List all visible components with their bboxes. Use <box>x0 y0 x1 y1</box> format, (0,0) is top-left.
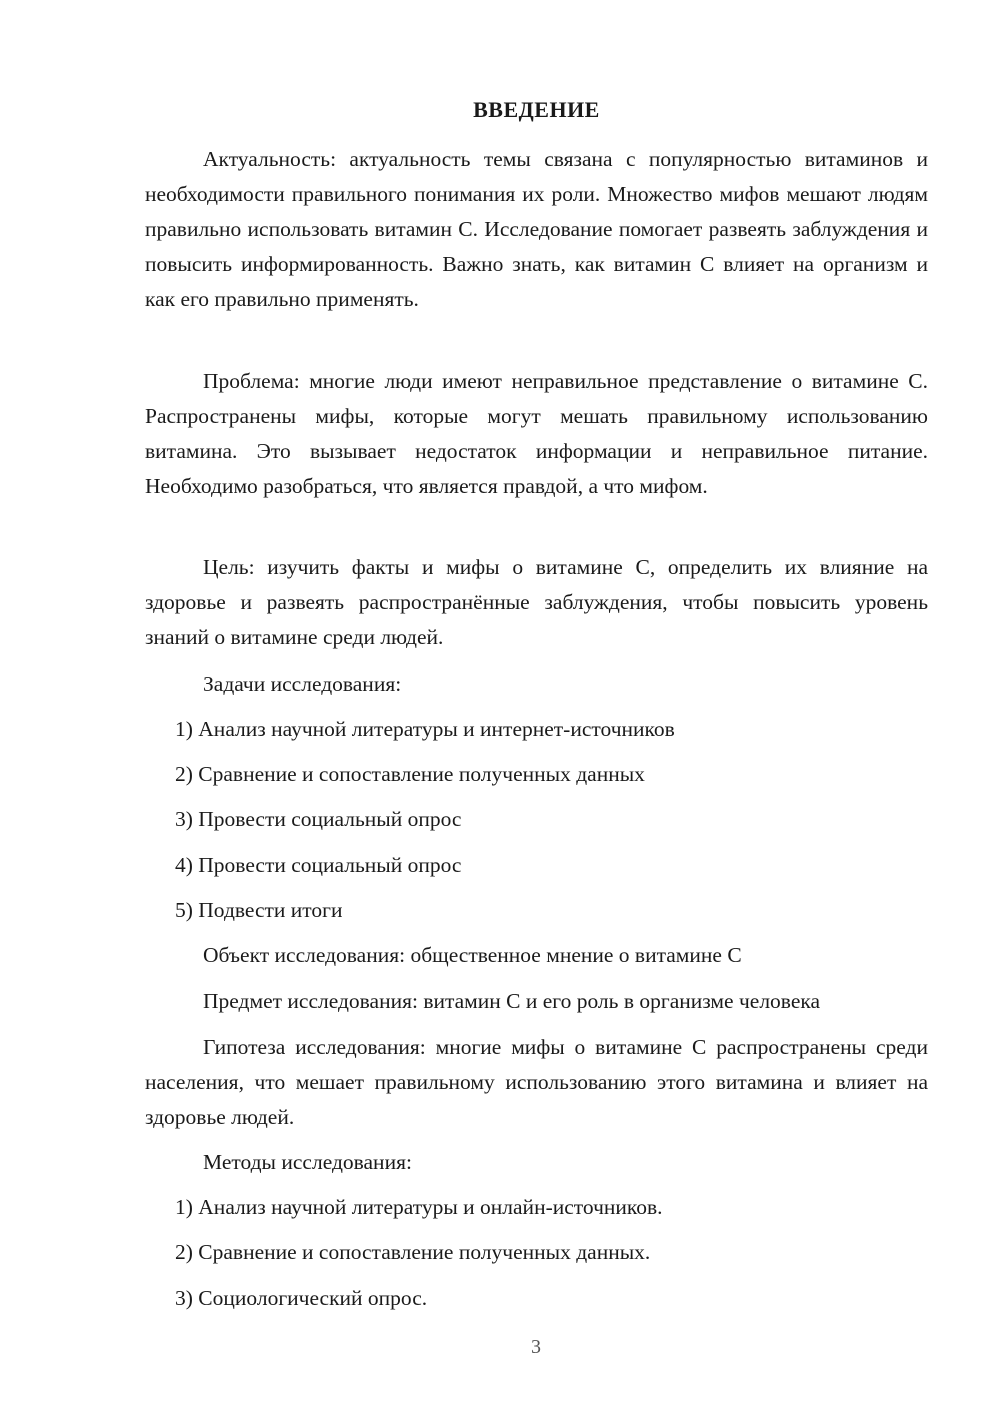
research-object: Объект исследования: общественное мнение о витамине С <box>203 943 742 967</box>
task-item: 2) Сравнение и сопоставление полученных данных <box>175 762 645 786</box>
method-item: 3) Социологический опрос. <box>175 1286 428 1310</box>
tasks-title: Задачи исследования: <box>203 672 402 696</box>
method-item: 1) Анализ научной литературы и онлайн-источников. <box>175 1195 663 1219</box>
hypothesis-text: Гипотеза исследования: многие мифы о витамине С распространены среди населения, что мешает правильному использованию этого витамина и влияет на здоровье людей. <box>145 1035 928 1129</box>
problem-paragraph <box>145 364 928 504</box>
section-heading: ВВЕДЕНИЕ <box>473 97 600 122</box>
relevance-text: Актуальность: актуальность темы связана с популярностью витаминов и необходимости правильного понимания их роли. Множество мифов мешают людям правильно использовать витамин С. Исследование помогает развеять заблуждения и повысить информированность. Важно знать, как витамин С влияет на организм и как его правильно применять. <box>145 147 928 311</box>
method-item: 2) Сравнение и сопоставление полученных данных. <box>175 1240 651 1264</box>
research-subject: Предмет исследования: витамин С и его роль в организме человека <box>203 989 821 1013</box>
goal-text: Цель: изучить факты и мифы о витамине С, определить их влияние на здоровье и развеять распространённые заблуждения, чтобы повысить уровень знаний о витамине среди людей. <box>145 555 928 649</box>
relevance-paragraph <box>145 142 928 317</box>
methods-title: Методы исследования: <box>203 1150 412 1174</box>
task-item: 4) Провести социальный опрос <box>175 853 462 877</box>
task-item: 5) Подвести итоги <box>175 898 343 922</box>
goal-paragraph <box>145 550 928 655</box>
task-item: 1) Анализ научной литературы и интернет-источников <box>175 717 675 741</box>
hypothesis-paragraph <box>145 1030 928 1135</box>
page-number: 3 <box>531 1336 541 1358</box>
task-item: 3) Провести социальный опрос <box>175 807 462 831</box>
problem-text: Проблема: многие люди имеют неправильное представление о витамине С. Распространены мифы, которые могут мешать правильному использованию витамина. Это вызывает недостаток информации и неправильное питание. Необходимо разобраться, что является правдой, а что мифом. <box>145 369 928 498</box>
